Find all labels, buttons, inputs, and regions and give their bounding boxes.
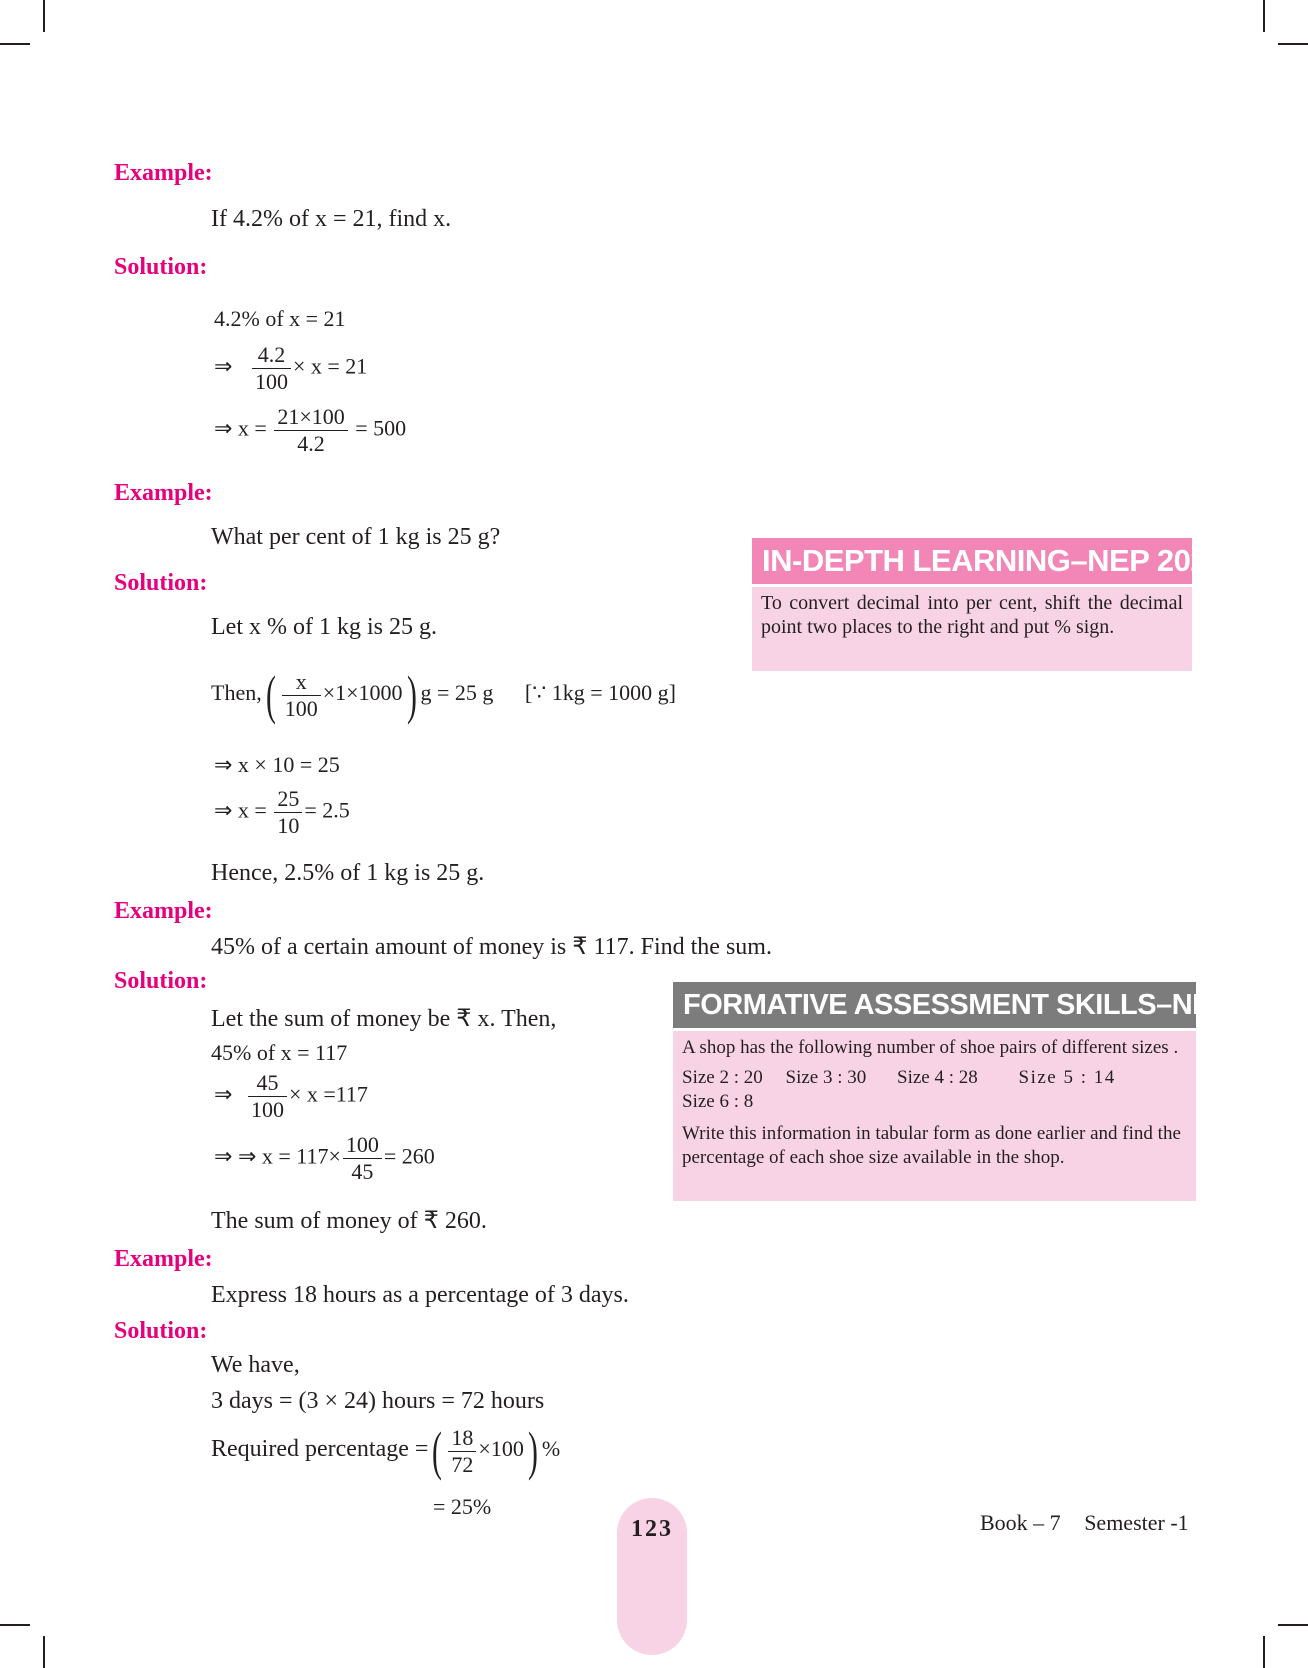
size-item: Size 6 : 8: [682, 1091, 754, 1112]
box-intro: A shop has the following number of shoe pairs of different sizes .: [682, 1037, 1179, 1058]
example-heading: Example:: [114, 160, 213, 186]
book-info: [980, 1510, 1189, 1536]
solution-line: Let the sum of money be ₹ x. Then,: [211, 1006, 557, 1032]
example-question: Express 18 hours as a percentage of 3 days.: [211, 1282, 629, 1308]
expression: Then,: [211, 680, 262, 706]
book-label: Book – 7: [980, 1510, 1061, 1535]
expression: × x =117: [288, 1081, 368, 1107]
expression: = 260: [383, 1143, 435, 1169]
fraction: [274, 404, 347, 457]
because-note: [∵ 1kg = 1000 g]: [524, 680, 676, 706]
info-box: [752, 587, 1192, 671]
fraction: [274, 786, 302, 839]
solution-heading: Solution:: [114, 1318, 208, 1344]
expression: = 2.5: [304, 797, 350, 823]
denominator: 100: [282, 695, 321, 722]
crop-mark: [43, 0, 45, 32]
denominator: 100: [252, 368, 291, 395]
numerator: 4.2: [257, 342, 286, 367]
solution-heading: Solution:: [114, 254, 208, 280]
example-heading: Example:: [114, 1246, 213, 1272]
crop-mark: [0, 43, 30, 45]
solution-line: = 25%: [433, 1494, 492, 1519]
implies-symbol: ⇒: [214, 1143, 233, 1169]
fraction: [343, 1132, 382, 1185]
size-list: [682, 1066, 1187, 1114]
semester-label: Semester -1: [1084, 1510, 1189, 1535]
box-title: FORMATIVE ASSESSMENT SKILLS–NEP 2020: [673, 982, 1196, 1028]
numerator: 18: [451, 1424, 474, 1450]
solution-line: [214, 342, 367, 395]
open-paren: (: [432, 1421, 443, 1481]
box-text: To convert decimal into per cent, shift the decimal point two places to the right and put % sign.: [761, 592, 1183, 638]
solution-heading: Solution:: [114, 570, 208, 596]
solution-line: 3 days = (3 × 24) hours = 72 hours: [211, 1388, 545, 1414]
assessment-box: [673, 1031, 1196, 1201]
box-task: Write this information in tabular form as done earlier and find the percentage of each shoe size available in the shop.: [682, 1123, 1181, 1168]
crop-mark: [1278, 1624, 1308, 1626]
crop-mark: [0, 1624, 30, 1626]
size-item: Size 2 : 20: [682, 1067, 763, 1088]
example-question: What per cent of 1 kg is 25 g?: [211, 524, 501, 550]
expression: ⇒ x =: [214, 415, 267, 441]
numerator: 100: [345, 1132, 379, 1157]
crop-mark: [1278, 43, 1308, 45]
solution-line: We have,: [211, 1352, 300, 1378]
expression: ⇒ x =: [214, 797, 267, 823]
close-paren: ): [527, 1421, 538, 1481]
solution-conclusion: The sum of money of ₹ 260.: [211, 1208, 487, 1234]
denominator: 72: [448, 1451, 476, 1478]
solution-line: [211, 1421, 561, 1481]
fraction: [448, 1425, 476, 1478]
expression: %: [541, 1436, 561, 1462]
solution-line: ⇒ x × 10 = 25: [214, 752, 340, 777]
solution-line: 4.2% of x = 21: [214, 306, 346, 331]
expression: Required percentage =: [211, 1436, 429, 1463]
implies-symbol: ⇒: [214, 1081, 233, 1107]
size-item: Size 5 : 14: [1018, 1067, 1116, 1088]
implies-symbol: ⇒: [214, 353, 233, 379]
solution-line: 45% of x = 117: [211, 1040, 348, 1065]
page-number: 123: [631, 1516, 673, 1542]
expression: ×100: [478, 1436, 524, 1462]
denominator: 4.2: [274, 430, 347, 457]
close-paren: ): [406, 665, 417, 725]
example-heading: Example:: [114, 898, 213, 924]
expression: ⇒ x = 117×: [237, 1143, 341, 1169]
example-question: If 4.2% of x = 21, find x.: [211, 206, 452, 232]
solution-line: Let x % of 1 kg is 25 g.: [211, 614, 437, 640]
solution-line: [214, 1132, 435, 1185]
solution-line: [211, 665, 676, 725]
expression: g = 25 g: [420, 680, 494, 706]
solution-conclusion: Hence, 2.5% of 1 kg is 25 g.: [211, 860, 485, 886]
size-item: Size 3 : 30: [785, 1067, 867, 1088]
solution-line: [214, 1070, 368, 1123]
numerator: 45: [256, 1070, 279, 1095]
example-question: 45% of a certain amount of money is ₹ 117. Find the sum.: [211, 934, 772, 960]
denominator: 100: [248, 1096, 287, 1123]
numerator: 25: [277, 786, 300, 811]
fraction: [248, 1070, 287, 1123]
fraction: [252, 342, 291, 395]
denominator: 10: [274, 812, 302, 839]
expression: ×1×1000: [322, 680, 403, 706]
expression: × x = 21: [292, 353, 368, 379]
box-title: IN-DEPTH LEARNING–NEP 2020: [752, 538, 1192, 584]
crop-mark: [1263, 0, 1265, 32]
open-paren: (: [265, 665, 276, 725]
numerator: 21×100: [277, 404, 345, 429]
example-heading: Example:: [114, 480, 213, 506]
expression: = 500: [355, 415, 407, 441]
solution-line: [214, 404, 406, 457]
denominator: 45: [343, 1158, 382, 1185]
crop-mark: [43, 1636, 45, 1668]
crop-mark: [1263, 1636, 1265, 1668]
solution-heading: Solution:: [114, 968, 208, 994]
size-item: Size 4 : 28: [897, 1067, 978, 1088]
fraction: [282, 669, 321, 722]
solution-line: [214, 786, 350, 839]
numerator: x: [295, 668, 307, 694]
